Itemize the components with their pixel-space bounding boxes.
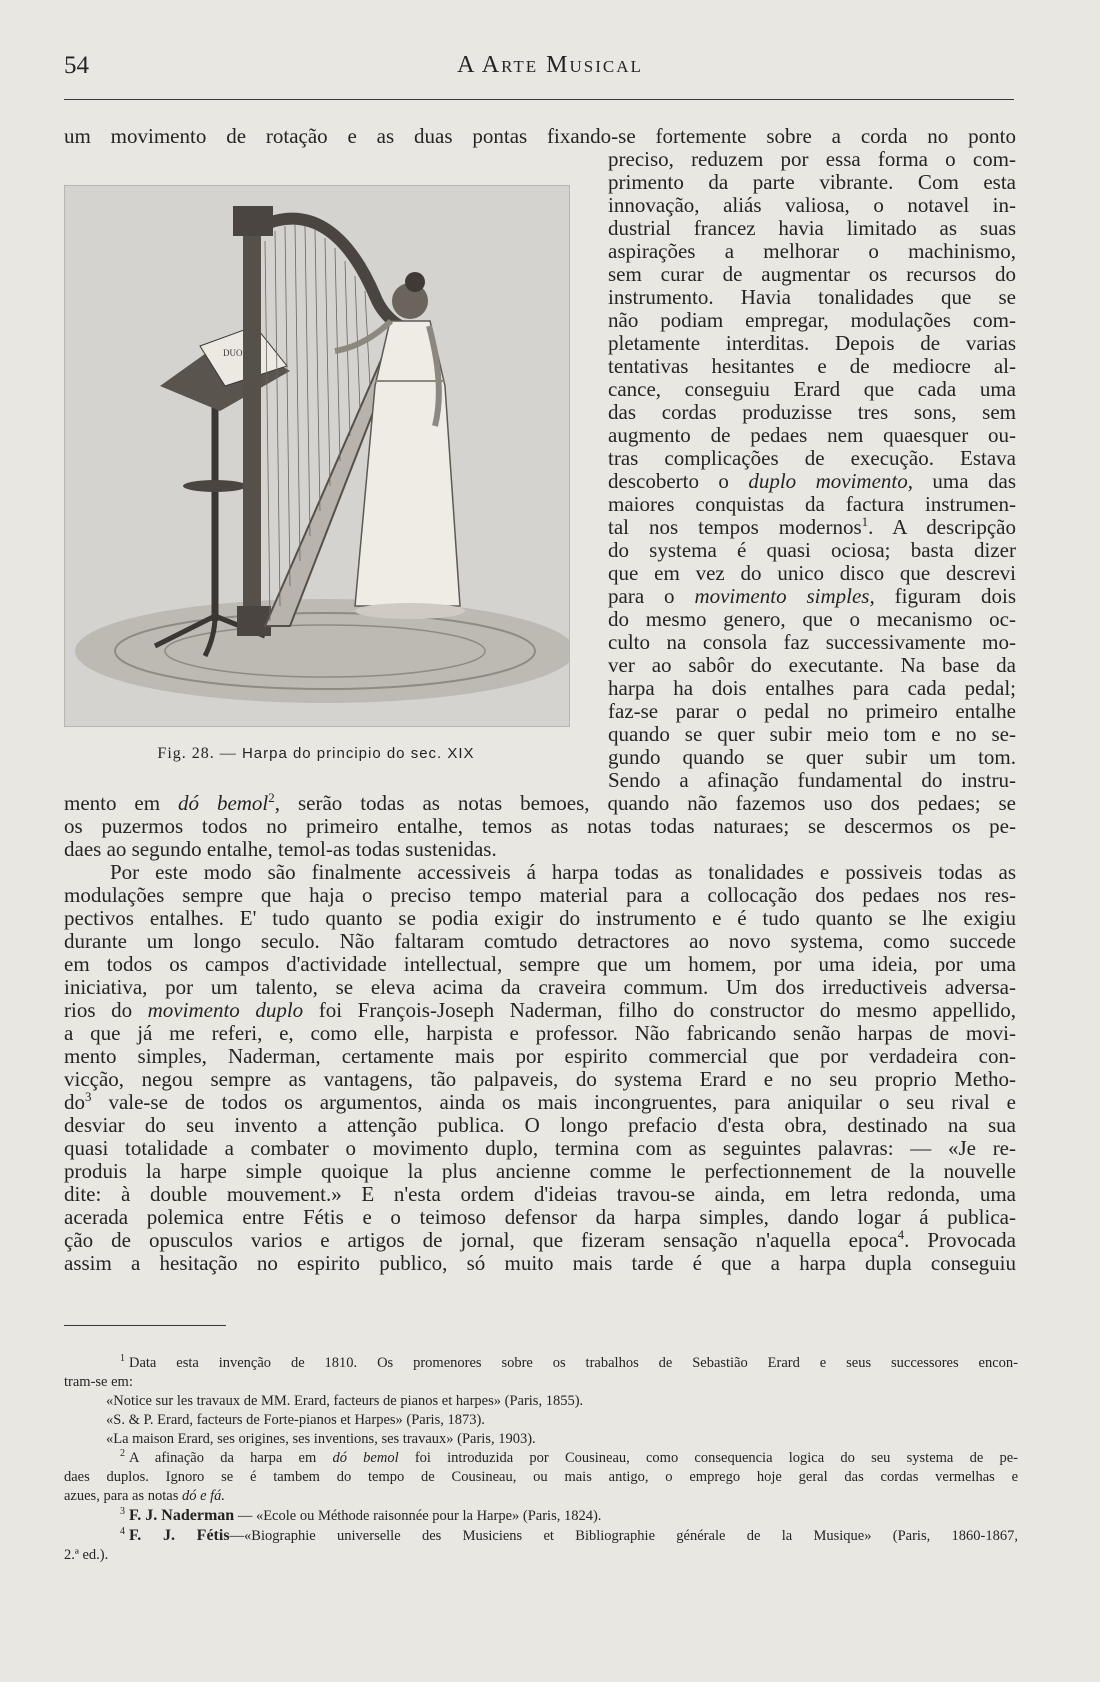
harp-engraving <box>65 186 569 726</box>
body-line: Por este modo são finalmente accessiveis á harpa todas as tonalidades e possiveis todas as <box>110 861 1016 884</box>
figure-caption-label: Fig. 28. — <box>157 745 237 762</box>
figure-caption <box>64 745 568 763</box>
header-rule <box>64 99 1014 100</box>
body-line: pletamente interditas. Depois de varias <box>608 332 1016 355</box>
music-sheet-text: DUO <box>223 348 243 358</box>
italic-term: duplo movimento, <box>748 470 913 493</box>
footnote-line <box>64 1487 1018 1506</box>
body-line: preciso, reduzem por essa forma o com- <box>608 148 1016 171</box>
italic-term: dó e fá. <box>181 1488 226 1504</box>
body-line <box>64 1229 1016 1252</box>
body-line: cance, conseguiu Erard que cada uma <box>608 378 1016 401</box>
italic-term: movimento simples, <box>694 585 875 608</box>
text-run: . Provocada <box>904 1229 1016 1252</box>
author-name: F. J. Fétis <box>129 1527 230 1544</box>
body-line: os puzermos todos no primeiro entalhe, temos as notas todas naturaes; se descermos os pe- <box>64 815 1016 838</box>
footnote-ref: 4 <box>897 1229 905 1242</box>
italic-term: dó bemol <box>332 1450 399 1466</box>
body-line: aspirações a melhorar o machinismo, <box>608 240 1016 263</box>
body-line: faz-se parar o pedal no primeiro entalhe <box>608 700 1016 723</box>
footnote-line <box>64 1354 1018 1373</box>
body-line: que em vez do unico disco que descrevi <box>608 562 1016 585</box>
text-run: Data esta invenção de 1810. Os promenores sobre os trabalhos de Sebastião Erard e seus successores encon- <box>129 1355 1018 1371</box>
footnote-line <box>64 1507 1018 1526</box>
body-line: maiores conquistas da factura instrumen- <box>608 493 1016 516</box>
footnote-ref: 1 <box>861 516 869 529</box>
text-run: A afinação da harpa em <box>129 1450 333 1466</box>
text-run: rios do <box>64 999 148 1022</box>
body-line: culto na consola faz successivamente mo- <box>608 631 1016 654</box>
text-run: mento em <box>64 792 179 815</box>
footnote-line: 2.ª ed.). <box>64 1547 109 1563</box>
footnote-line: «La maison Erard, ses origines, ses inventions, ses travaux» (Paris, 1903). <box>106 1431 536 1447</box>
body-line: iniciativa, por um talento, se eleva acima da craveira commum. Um dos irreductiveis adversa- <box>64 976 1016 999</box>
text-run: tal nos tempos modernos <box>608 516 862 539</box>
body-line: daes ao segundo entalhe, temol-as todas sustenidas. <box>64 838 497 861</box>
body-line: não podiam empregar, modulações com- <box>608 309 1016 332</box>
body-line: vicção, negou sempre as vantagens, tão palpaveis, do systema Erard e no seu proprio Metho- <box>64 1068 1016 1091</box>
figure-harp-illustration <box>64 185 570 727</box>
body-line: dustrial francez havia limitado as suas <box>608 217 1016 240</box>
footnote-line: daes duplos. Ignoro se é tambem do tempo de Cousineau, ou mais antigo, o emprego hoje geral das cordas vermelhas e <box>64 1469 1018 1485</box>
body-line <box>608 516 1016 539</box>
body-line: um movimento de rotação e as duas pontas fixando-se fortemente sobre a corda no ponto <box>64 125 1016 148</box>
body-line: sem curar de augmentar os recursos do <box>608 263 1016 286</box>
body-line: acerada polemica entre Fétis e o teimoso defensor da harpa simples, dando logar á publica- <box>64 1206 1016 1229</box>
text-run: vale-se de todos os argumentos, ainda os mais incongruentes, para aniquilar o seu rival e <box>91 1091 1016 1114</box>
body-line: tras complicações de execução. Estava <box>608 447 1016 470</box>
footnote-ref: 2 <box>268 792 275 805</box>
body-line: do mesmo genero, que o mecanismo oc- <box>608 608 1016 631</box>
footnote-number: 2 <box>120 1449 125 1460</box>
body-line: assim a hesitação no espirito publico, só muito mais tarde é que a harpa dupla conseguiu <box>64 1252 1016 1275</box>
body-line: Sendo a afinação fundamental do instru- <box>608 769 1016 792</box>
body-line: do systema é quasi ociosa; basta dizer <box>608 539 1016 562</box>
body-line: primento da parte vibrante. Com esta <box>608 171 1016 194</box>
body-line: innovação, aliás valiosa, o notavel in- <box>608 194 1016 217</box>
body-line: produis la harpe simple quoique la plus ancienne comme le perfectionnement de la nouvelle <box>64 1160 1016 1183</box>
text-run: — «Ecole ou Méthode raisonnée pour la Harpe» (Paris, 1824). <box>234 1508 602 1524</box>
body-line: mento simples, Naderman, certamente mais por espirito commercial que por verdadeira con- <box>64 1045 1016 1068</box>
footnote-line <box>64 1527 1018 1546</box>
footnote-ref: 3 <box>85 1091 92 1104</box>
body-line: das cordas produzisse tres sons, sem <box>608 401 1016 424</box>
text-run: uma das <box>912 470 1016 493</box>
italic-term: movimento duplo <box>147 999 304 1022</box>
body-line: em todos os campos d'actividade intellectual, sempre que um homem, por uma ideia, por uma <box>64 953 1016 976</box>
body-line: pectivos entalhes. E' tudo quanto se podia exigir do instrumento e é tudo quanto se lhe exigiu <box>64 907 1016 930</box>
body-line <box>64 792 1016 815</box>
body-line <box>64 999 1016 1022</box>
footnote-rule <box>64 1325 226 1326</box>
page-number: 54 <box>64 52 89 79</box>
text-run: . A descripção <box>868 516 1016 539</box>
body-line <box>64 1091 1016 1114</box>
text-run: foi introduzida por Cousineau, como consequencia logica do seu systema de pe- <box>398 1450 1018 1466</box>
text-run: descoberto o <box>608 470 749 493</box>
body-line: modulações sempre que haja o preciso tempo material para a collocação dos pedaes nos res- <box>64 884 1016 907</box>
footnote-line: «Notice sur les travaux de MM. Erard, facteurs de pianos et harpes» (Paris, 1855). <box>106 1393 584 1409</box>
author-name: F. J. Naderman <box>129 1507 235 1524</box>
body-line <box>608 585 1016 608</box>
footnote-line: tram-se em: <box>64 1374 133 1390</box>
footnote-number: 4 <box>120 1527 125 1538</box>
italic-term: dó bemol <box>178 792 269 815</box>
body-line: instrumento. Havia tonalidades que se <box>608 286 1016 309</box>
body-line: a que já me referi, e, como elle, harpista e professor. Não fabricando senão harpas de movi- <box>64 1022 1016 1045</box>
footnote-number: 1 <box>120 1354 125 1365</box>
text-run: —«Biographie universelle des Musiciens et Bibliographie générale de la Musique» (Paris, 1860-1867, <box>229 1528 1018 1544</box>
body-line <box>608 470 1016 493</box>
footnote-line: «S. & P. Erard, facteurs de Forte-pianos et Harpes» (Paris, 1873). <box>106 1412 485 1428</box>
text-run: ção de opusculos varios e artigos de jornal, que fizeram sensação n'aquella epoca <box>64 1229 898 1252</box>
body-line: ver ao sabôr do executante. Na base da <box>608 654 1016 677</box>
body-line: augmento de pedaes nem quaesquer ou- <box>608 424 1016 447</box>
text-run: , serão todas as notas bemoes, quando não fazemos uso dos pedaes; se <box>274 792 1016 815</box>
body-line: desviar do seu invento a attenção publica. O longo prefacio d'esta obra, destinado na sua <box>64 1114 1016 1137</box>
body-line: quasi totalidade a combater o movimento duplo, termina com as seguintes palavras: — «Je re- <box>64 1137 1016 1160</box>
body-line: dite: à double mouvement.» E n'esta ordem d'ideias travou-se ainda, em letra redonda, uma <box>64 1183 1016 1206</box>
body-line: durante um longo seculo. Não faltaram comtudo detractores ao novo systema, como succede <box>64 930 1016 953</box>
text-run: foi François-Joseph Naderman, filho do constructor do mesmo appellido, <box>303 999 1016 1022</box>
text-run: figuram dois <box>874 585 1016 608</box>
footnote-number: 3 <box>120 1507 125 1518</box>
body-line: tentativas hesitantes e de mediocre al- <box>608 355 1016 378</box>
body-line: gundo quando se quer subir um tom. <box>608 746 1016 769</box>
text-run: para o <box>608 585 695 608</box>
body-line: quando se quer subir meio tom e no se- <box>608 723 1016 746</box>
text-run: do <box>64 1091 85 1114</box>
running-title: A Arte Musical <box>457 52 643 78</box>
footnote-line <box>64 1449 1018 1468</box>
body-line: harpa ha dois entalhes para cada pedal; <box>608 677 1016 700</box>
figure-caption-text: Harpa do principio do sec. XIX <box>241 745 475 762</box>
text-run: azues, para as notas <box>64 1488 182 1504</box>
